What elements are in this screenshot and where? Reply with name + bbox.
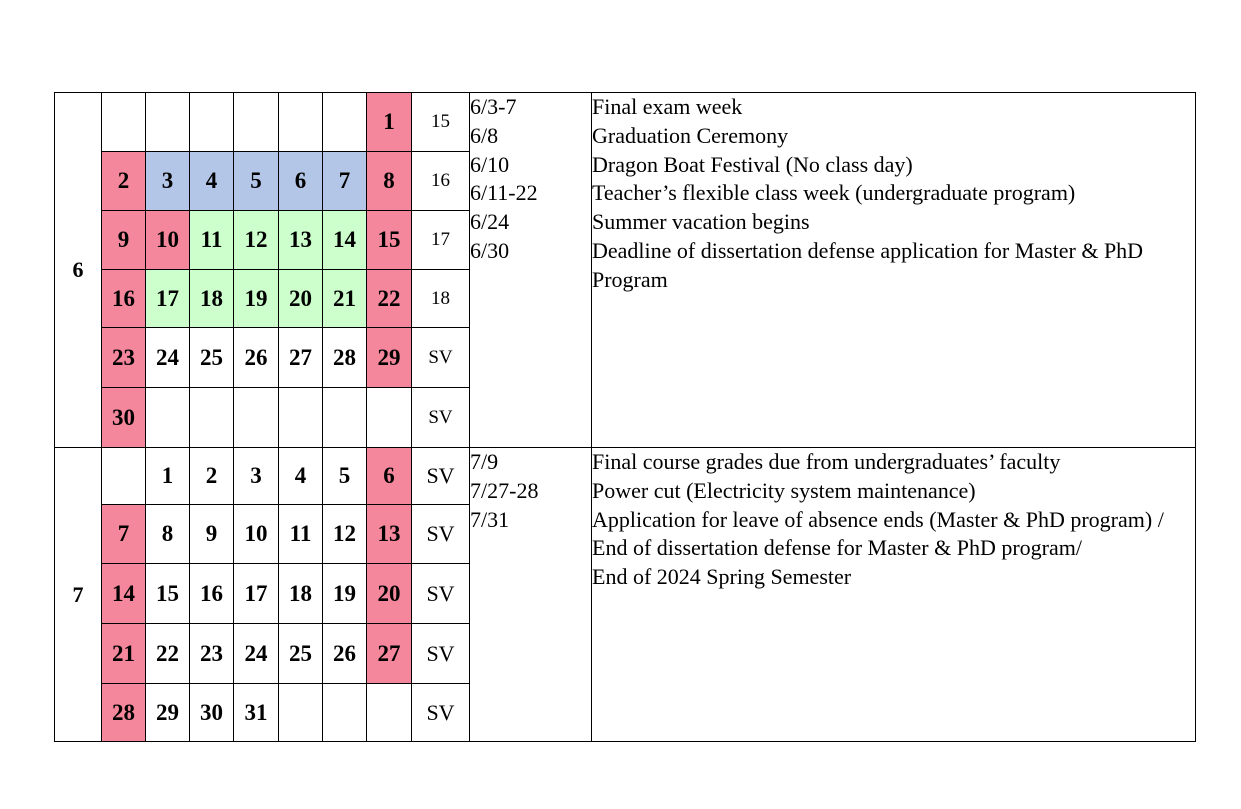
event-description: Summer vacation begins (592, 209, 810, 235)
day-cell (190, 93, 234, 152)
day-cell: 15 (367, 211, 412, 270)
day-cell (279, 388, 323, 448)
day-cell: 22 (146, 624, 190, 684)
day-cell: 26 (234, 328, 279, 388)
event-description: End of 2024 Spring Semester (592, 564, 852, 590)
day-cell (234, 388, 279, 448)
event-dates-cell (470, 448, 592, 742)
day-cell: 20 (367, 564, 412, 624)
day-cell: 18 (190, 270, 234, 328)
day-cell (323, 684, 367, 742)
week-number-cell: 18 (412, 270, 470, 328)
week-number-cell: SV (412, 564, 470, 624)
day-cell: 12 (323, 505, 367, 564)
day-cell: 5 (323, 448, 367, 505)
event-date: 7/9 (470, 449, 499, 474)
day-cell (234, 93, 279, 152)
event-description: Dragon Boat Festival (No class day) (592, 151, 913, 177)
event-descriptions-cell (592, 448, 1196, 742)
day-cell: 26 (323, 624, 367, 684)
event-description: Graduation Ceremony (592, 122, 789, 148)
day-cell (190, 388, 234, 448)
day-cell: 21 (102, 624, 146, 684)
day-cell: 7 (323, 152, 367, 211)
day-cell (367, 684, 412, 742)
event-date: 6/24 (470, 209, 510, 235)
day-cell: 2 (102, 152, 146, 211)
day-cell: 25 (279, 624, 323, 684)
day-cell: 21 (323, 270, 367, 328)
event-date: 7/31 (470, 506, 510, 532)
week-number-cell: SV (412, 684, 470, 742)
day-cell: 17 (146, 270, 190, 328)
day-cell: 31 (234, 684, 279, 742)
day-cell: 19 (234, 270, 279, 328)
day-cell: 11 (190, 211, 234, 270)
day-cell: 22 (367, 270, 412, 328)
day-cell: 16 (190, 564, 234, 624)
day-cell: 28 (102, 684, 146, 742)
day-cell: 29 (146, 684, 190, 742)
event-date: 6/8 (470, 122, 499, 148)
week-number-cell: 17 (412, 211, 470, 270)
week-number-cell: SV (412, 624, 470, 684)
day-cell (367, 388, 412, 448)
day-cell: 23 (190, 624, 234, 684)
event-description: Power cut (Electricity system maintenance) (592, 477, 976, 503)
day-cell (323, 93, 367, 152)
day-cell (323, 388, 367, 448)
day-cell: 10 (234, 505, 279, 564)
day-cell: 12 (234, 211, 279, 270)
day-cell: 24 (146, 328, 190, 388)
week-number-cell: 16 (412, 152, 470, 211)
event-dates-cell (470, 93, 592, 448)
day-cell: 8 (146, 505, 190, 564)
day-cell (279, 684, 323, 742)
month-label: 7 (55, 448, 102, 742)
day-cell (146, 93, 190, 152)
day-cell: 9 (102, 211, 146, 270)
event-date: 6/10 (470, 151, 510, 177)
day-cell: 27 (367, 624, 412, 684)
day-cell: 13 (279, 211, 323, 270)
event-descriptions-cell (592, 93, 1196, 448)
event-description: Application for leave of absence ends (Master & PhD program) / (592, 506, 1164, 532)
day-cell: 15 (146, 564, 190, 624)
day-cell (102, 448, 146, 505)
day-cell: 14 (323, 211, 367, 270)
week-number-cell: SV (412, 388, 470, 448)
week-row (55, 448, 1196, 505)
day-cell: 6 (279, 152, 323, 211)
day-cell (146, 388, 190, 448)
event-description: Deadline of dissertation defense application for Master & PhD Program (592, 237, 1144, 292)
day-cell: 14 (102, 564, 146, 624)
day-cell: 6 (367, 448, 412, 505)
day-cell: 23 (102, 328, 146, 388)
academic-calendar-table (54, 92, 1196, 742)
event-description: Final exam week (592, 94, 743, 119)
day-cell: 20 (279, 270, 323, 328)
day-cell: 1 (367, 93, 412, 152)
day-cell: 5 (234, 152, 279, 211)
day-cell: 19 (323, 564, 367, 624)
day-cell: 1 (146, 448, 190, 505)
day-cell: 30 (190, 684, 234, 742)
day-cell (279, 93, 323, 152)
week-number-cell: SV (412, 448, 470, 505)
day-cell: 11 (279, 505, 323, 564)
day-cell: 29 (367, 328, 412, 388)
event-date: 6/11-22 (470, 180, 538, 206)
day-cell: 3 (234, 448, 279, 505)
day-cell: 4 (279, 448, 323, 505)
day-cell: 13 (367, 505, 412, 564)
day-cell: 27 (279, 328, 323, 388)
day-cell: 16 (102, 270, 146, 328)
day-cell: 28 (323, 328, 367, 388)
event-date: 6/3-7 (470, 94, 517, 119)
day-cell: 9 (190, 505, 234, 564)
day-cell: 10 (146, 211, 190, 270)
day-cell (102, 93, 146, 152)
event-date: 6/30 (470, 237, 510, 263)
event-description: Teacher’s flexible class week (undergraduate program) (592, 180, 1076, 206)
day-cell: 30 (102, 388, 146, 448)
day-cell: 8 (367, 152, 412, 211)
event-description: End of dissertation defense for Master & PhD program/ (592, 535, 1082, 561)
week-number-cell: SV (412, 505, 470, 564)
day-cell: 17 (234, 564, 279, 624)
day-cell: 4 (190, 152, 234, 211)
event-date: 7/27-28 (470, 477, 539, 503)
day-cell: 24 (234, 624, 279, 684)
day-cell: 2 (190, 448, 234, 505)
day-cell: 25 (190, 328, 234, 388)
week-row (55, 93, 1196, 152)
day-cell: 18 (279, 564, 323, 624)
week-number-cell: 15 (412, 93, 470, 152)
day-cell: 3 (146, 152, 190, 211)
month-label: 6 (55, 93, 102, 448)
calendar-body (55, 93, 1196, 742)
week-number-cell: SV (412, 328, 470, 388)
day-cell: 7 (102, 505, 146, 564)
event-description: Final course grades due from undergraduates’ faculty (592, 449, 1061, 474)
